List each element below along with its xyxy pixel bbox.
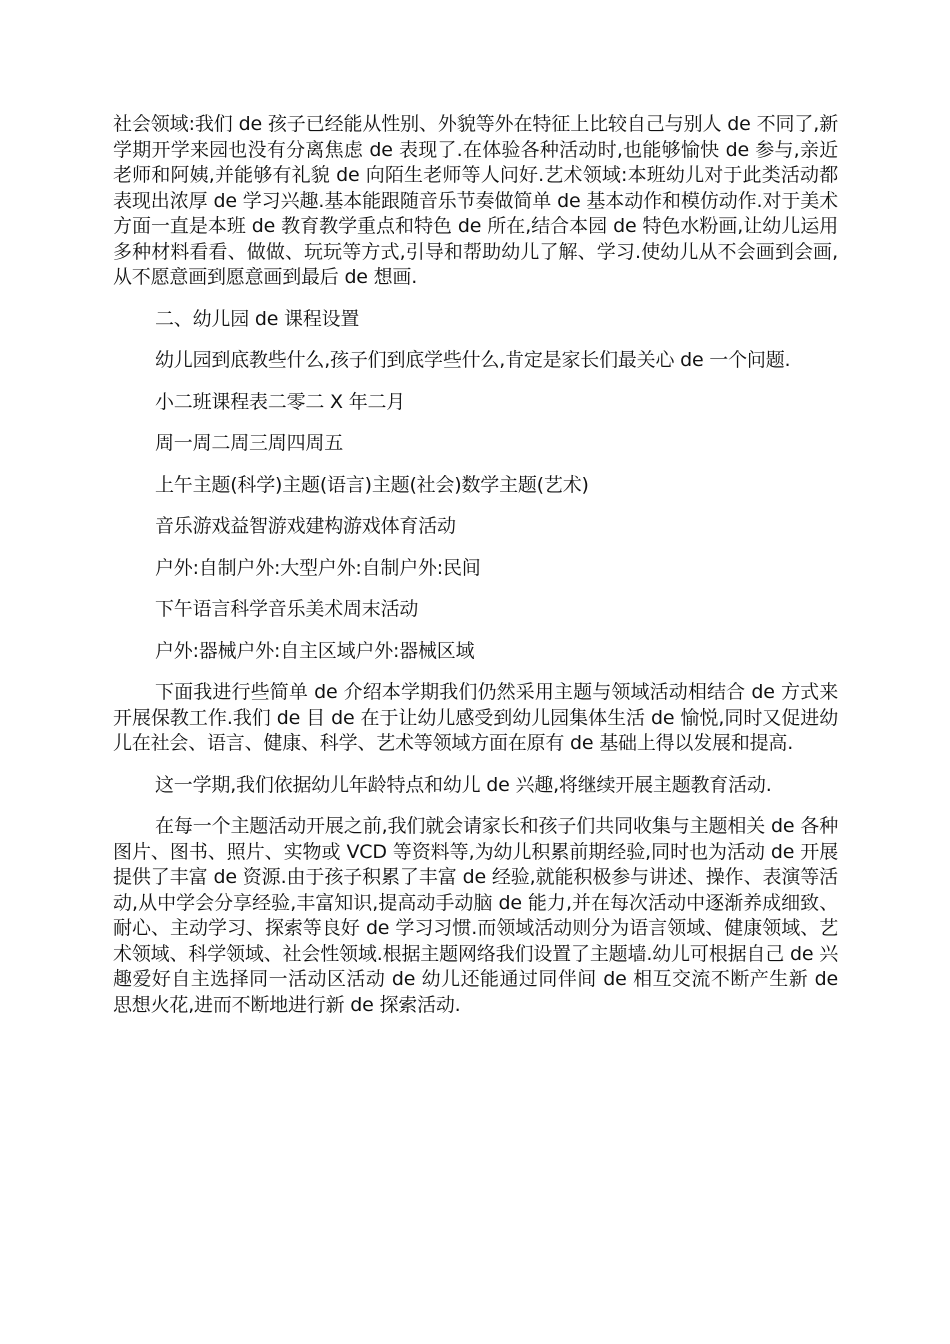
section-heading-curriculum: 二、幼儿园 de 课程设置 bbox=[155, 307, 360, 330]
schedule-morning-themes: 上午主题(科学)主题(语言)主题(社会)数学主题(艺术) bbox=[155, 473, 589, 496]
paragraph-social-art-domain: 社会领域:我们 de 孩子已经能从性别、外貌等外在特征上比较自己与别人 de 不同了,新学期开学来园也没有分离焦虑 de 表现了.在体验各种活动时,也能够愉快 de 参与,亲近老师和阿姨,并能够有礼貌 de 向陌生老师等人问好.艺术领域:本班幼儿对于此类活动都表现出浓厚 de 学习兴趣.基本能跟随音乐节奏做简单 de 基本动作和模仿动作.对于美术方面一直是本班 de 教育教学重点和特色 de 所在,结合本园 de 特色水粉画,让幼儿运用多种材料看看、做做、玩玩等方式,引导和帮助幼儿了解、学习.使幼儿从不会画到会画,从不愿意画到愿意画到最后 de 想画. bbox=[113, 113, 838, 288]
schedule-morning-outdoor: 户外:自制户外:大型户外:自制户外:民间 bbox=[155, 556, 481, 579]
schedule-afternoon-subjects: 下午语言科学音乐美术周末活动 bbox=[155, 598, 419, 620]
paragraph-introduction: 下面我进行些简单 de 介绍本学期我们仍然采用主题与领域活动相结合 de 方式来开展保教工作.我们 de 目 de 在于让幼儿感受到幼儿园集体生活 de 愉悦,同时又促进幼儿在社会、语言、健康、科学、艺术等领域方面在原有 de 基础上得以发展和提高. bbox=[113, 681, 838, 754]
paragraph-curriculum-question: 幼儿园到底教些什么,孩子们到底学些什么,肯定是家长们最关心 de 一个问题. bbox=[155, 349, 791, 371]
document-page bbox=[113, 112, 838, 1018]
schedule-afternoon-outdoor: 户外:器械户外:自主区域户外:器械区域 bbox=[155, 639, 475, 662]
schedule-morning-games: 音乐游戏益智游戏建构游戏体育活动 bbox=[155, 515, 456, 537]
paragraph-theme-activities: 在每一个主题活动开展之前,我们就会请家长和孩子们共同收集与主题相关 de 各种图片、图书、照片、实物或 VCD 等资料等,为幼儿积累前期经验,同时也为活动 de 开展提供了丰富 de 资源.由于孩子积累了丰富 de 经验,就能积极参与讲述、操作、表演等活动,从中学会分享经验,丰富知识,提高动手动脑 de 能力,并在每次活动中逐渐养成细致、耐心、主动学习、探索等良好 de 学习习惯.而领域活动则分为语言领域、健康领域、艺术领域、科学领域、社会性领域.根据主题网络我们设置了主题墙.幼儿可根据自己 de 兴趣爱好自主选择同一活动区活动 de 幼儿还能通过同伴间 de 相互交流不断产生新 de 思想火花,进而不断地进行新 de 探索活动. bbox=[113, 815, 838, 1016]
schedule-weekdays: 周一周二周三周四周五 bbox=[155, 432, 344, 454]
paragraph-semester-plan: 这一学期,我们依据幼儿年龄特点和幼儿 de 兴趣,将继续开展主题教育活动. bbox=[155, 773, 772, 796]
schedule-title: 小二班课程表二零二 X 年二月 bbox=[155, 390, 406, 413]
